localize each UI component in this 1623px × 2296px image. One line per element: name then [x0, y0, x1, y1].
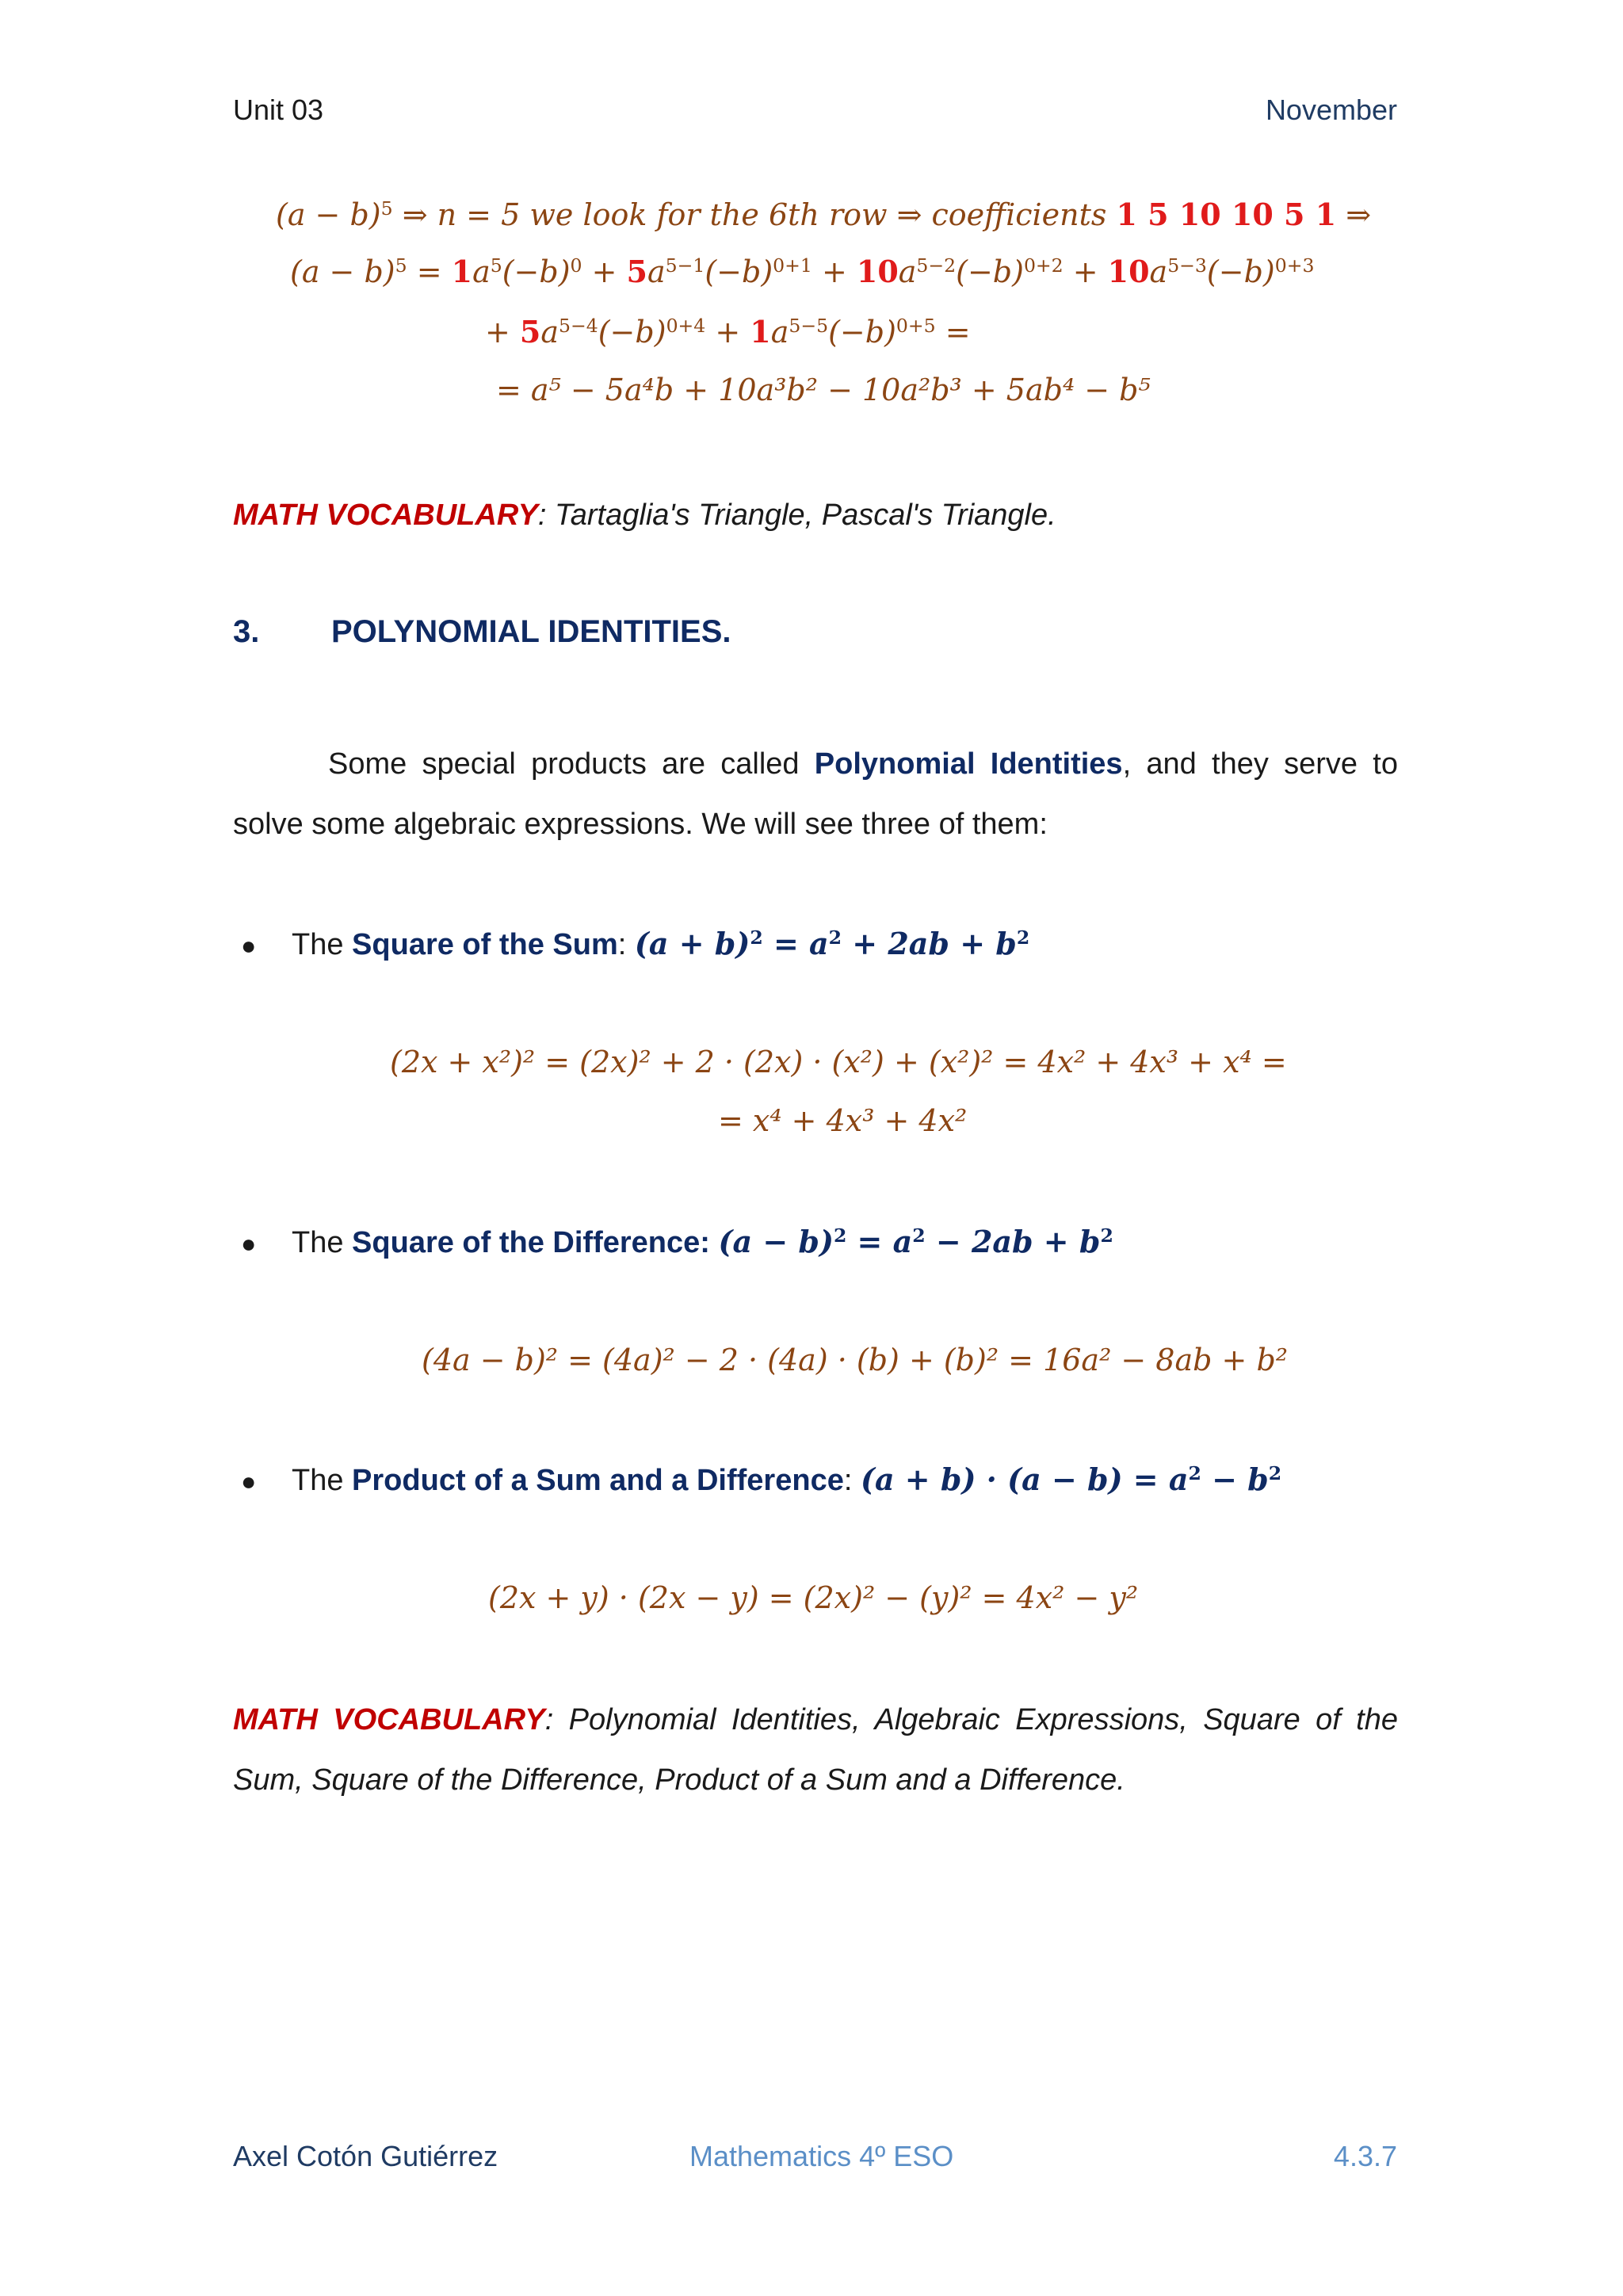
example-square-of-difference: (4a − b)² = (4a)² − 2 · (4a) · (b) + (b)² = 16a² − 8ab + b² [422, 1343, 1289, 1377]
identity-name: Square of the Difference: [352, 1226, 710, 1259]
binomial-line-3: + $5a^{5-4}(-b)^{0+4} + 1a^{5-5}(-b)^{0+5}$ = [485, 314, 971, 350]
identity-product-sum-difference: ● The Product of a Sum and a Difference: $(a + b) \cdot (a - b) = a^2 - b^2$ [241, 1461, 1282, 1497]
bullet-icon: ● [241, 1467, 257, 1496]
section-number: 3. [233, 614, 260, 649]
vocab-text: : Tartaglia's Triangle, Pascal's Triangle. [537, 499, 1056, 532]
section-heading [233, 614, 731, 650]
identity-name: Product of a Sum and a Difference [352, 1464, 844, 1497]
identity-name: Square of the Sum [352, 928, 618, 961]
footer-page-number: 4.3.7 [1333, 2140, 1397, 2172]
binomial-statement: ⇒ n = 5 we look for the 6th row ⇒ coefficients [392, 197, 1117, 232]
bullet-icon: ● [241, 1229, 257, 1258]
identity-formula: $(a + b) \cdot (a - b) = a^2 - b^2$ [860, 1461, 1282, 1497]
identity-formula: $(a + b)^2 = a^2 + 2ab + b^2$ [634, 926, 1030, 961]
example-product-sum-difference: (2x + y) · (2x − y) = (2x)² − (y)² = 4x² − y² [488, 1580, 1139, 1615]
binomial-line-2: $(a - b)^5 = 1a^5(-b)^0 + 5a^{5-1}(-b)^{0+1} + 10a^{5-2}(-b)^{0+2} + 10a^{5-3}(-b)^{0+3}$ [290, 254, 1315, 289]
footer-author: Axel Cotón Gutiérrez [233, 2140, 498, 2172]
binomial-coefficients: 1 5 10 10 5 1 [1116, 197, 1337, 232]
example-square-of-sum-line-2: = x⁴ + 4x³ + 4x² [718, 1103, 968, 1138]
section-title: POLYNOMIAL IDENTITIES. [331, 614, 731, 649]
identity-formula: $(a - b)^2 = a^2 - 2ab + b^2$ [718, 1224, 1113, 1259]
binomial-line-1: $(a - b)^5$ ⇒ n = 5 we look for the 6th row ⇒ coefficients 1 5 10 10 5 1 ⇒ [276, 197, 1372, 232]
identity-square-of-sum: ● The Square of the Sum: $(a + b)^2 = a^2 + 2ab + b^2$ [241, 926, 1030, 961]
bullet-icon: ● [241, 931, 257, 960]
example-square-of-sum-line-1: (2x + x²)² = (2x)² + 2 · (2x) · (x²) + (x²)² = 4x² + 4x³ + x⁴ = [390, 1045, 1287, 1079]
header-month: November [1265, 94, 1397, 126]
vocab-label: MATH VOCABULARY [233, 499, 538, 532]
vocab-text: : Polynomial Identities, Algebraic Expressions, Square of the Sum, Square of the Difference, Product of a Sum and a Difference. [233, 1703, 1398, 1797]
binomial-arrow: ⇒ [1336, 197, 1372, 232]
binomial-lhs: (a − b) [276, 197, 381, 232]
vocab-label: MATH VOCABULARY [233, 1703, 545, 1736]
math-vocabulary-1 [233, 485, 1398, 545]
intro-after: , and they serve to solve some algebraic expressions. We will see three of them: [233, 747, 1398, 841]
math-vocabulary-2 [233, 1690, 1398, 1810]
binomial-line-4: = a⁵ − 5a⁴b + 10a³b² − 10a²b³ + 5ab⁴ − b⁵ [496, 372, 1151, 407]
intro-before: Some special products are called [328, 747, 815, 781]
header-unit: Unit 03 [233, 94, 324, 126]
intro-paragraph [233, 734, 1398, 854]
footer-course: Mathematics 4º ESO [689, 2140, 954, 2172]
identity-square-of-difference: ● The Square of the Difference: $(a - b)^2 = a^2 - 2ab + b^2$ [241, 1224, 1113, 1259]
intro-strong: Polynomial Identities [814, 747, 1123, 781]
